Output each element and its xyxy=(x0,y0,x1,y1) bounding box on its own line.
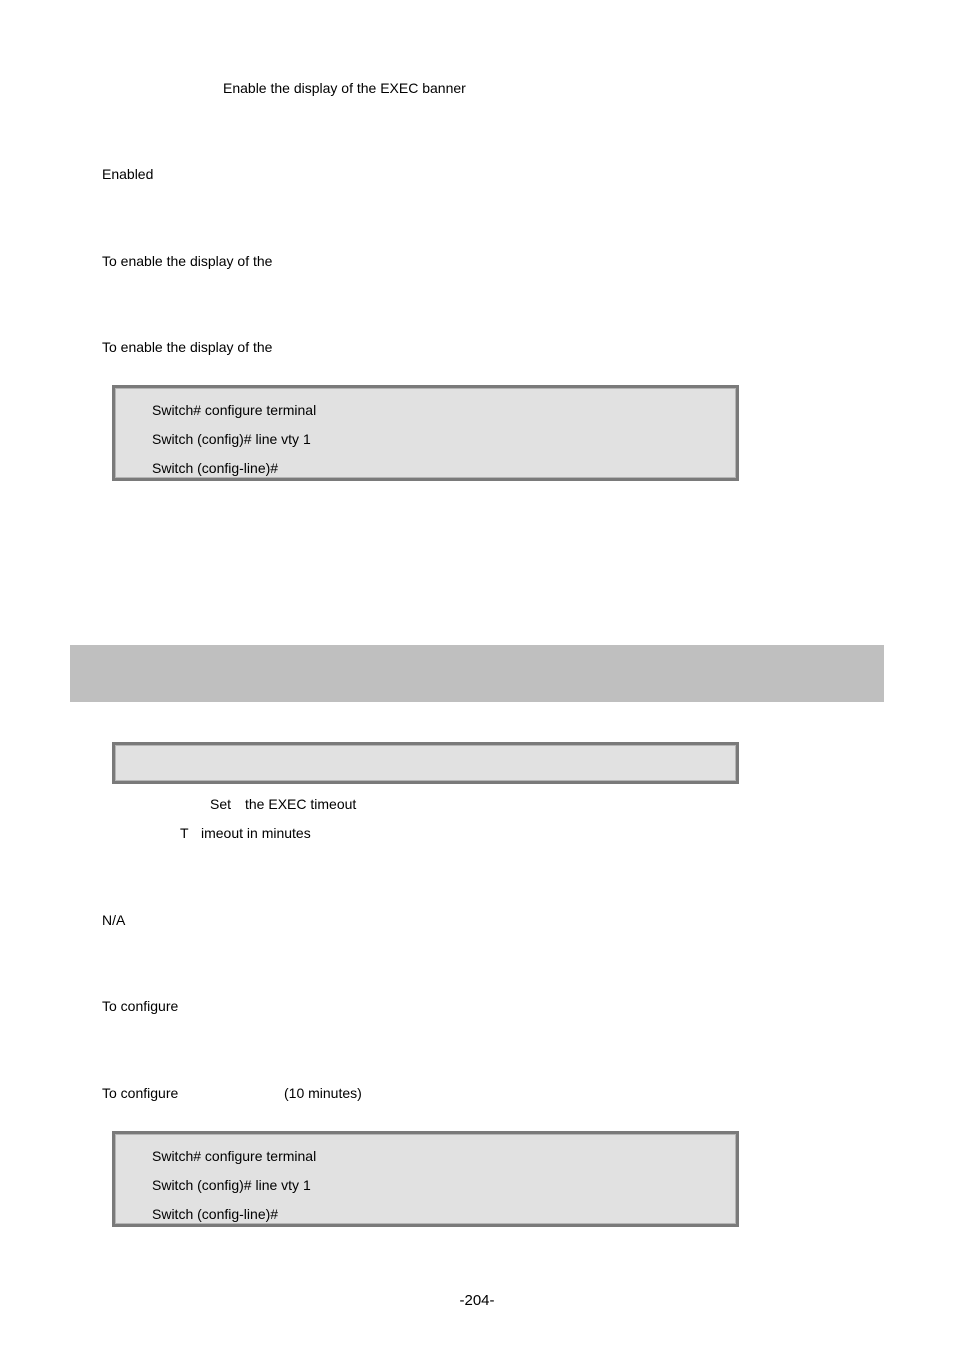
example-value: (10 minutes) xyxy=(284,1085,362,1101)
code-line: Switch (config-line)# xyxy=(152,1206,279,1222)
command-description: the EXEC timeout xyxy=(245,796,357,812)
parameter-description-initial: T xyxy=(180,825,189,841)
default-value: N/A xyxy=(102,912,126,928)
code-line: Switch# configure terminal xyxy=(152,1148,317,1164)
code-example-box xyxy=(112,1131,739,1227)
code-line: Switch (config)# line vty 1 xyxy=(152,1177,311,1193)
command-description-verb: Set xyxy=(210,796,232,812)
code-line: Switch (config-line)# xyxy=(152,460,279,476)
default-value: Enabled xyxy=(102,166,154,182)
parameter-description: imeout in minutes xyxy=(201,825,311,841)
section-heading-bar xyxy=(70,645,884,702)
code-line: Switch (config)# line vty 1 xyxy=(152,431,311,447)
code-line: Switch# configure terminal xyxy=(152,402,317,418)
usage-text: To enable the display of the xyxy=(102,253,273,269)
example-intro: To configure xyxy=(102,1085,179,1101)
usage-text: To configure xyxy=(102,998,179,1014)
code-example-box xyxy=(112,385,739,481)
example-intro: To enable the display of the xyxy=(102,339,273,355)
page-number: -204- xyxy=(459,1292,495,1309)
command-syntax-box xyxy=(112,742,739,784)
command-description: Enable the display of the EXEC banner xyxy=(223,80,466,96)
